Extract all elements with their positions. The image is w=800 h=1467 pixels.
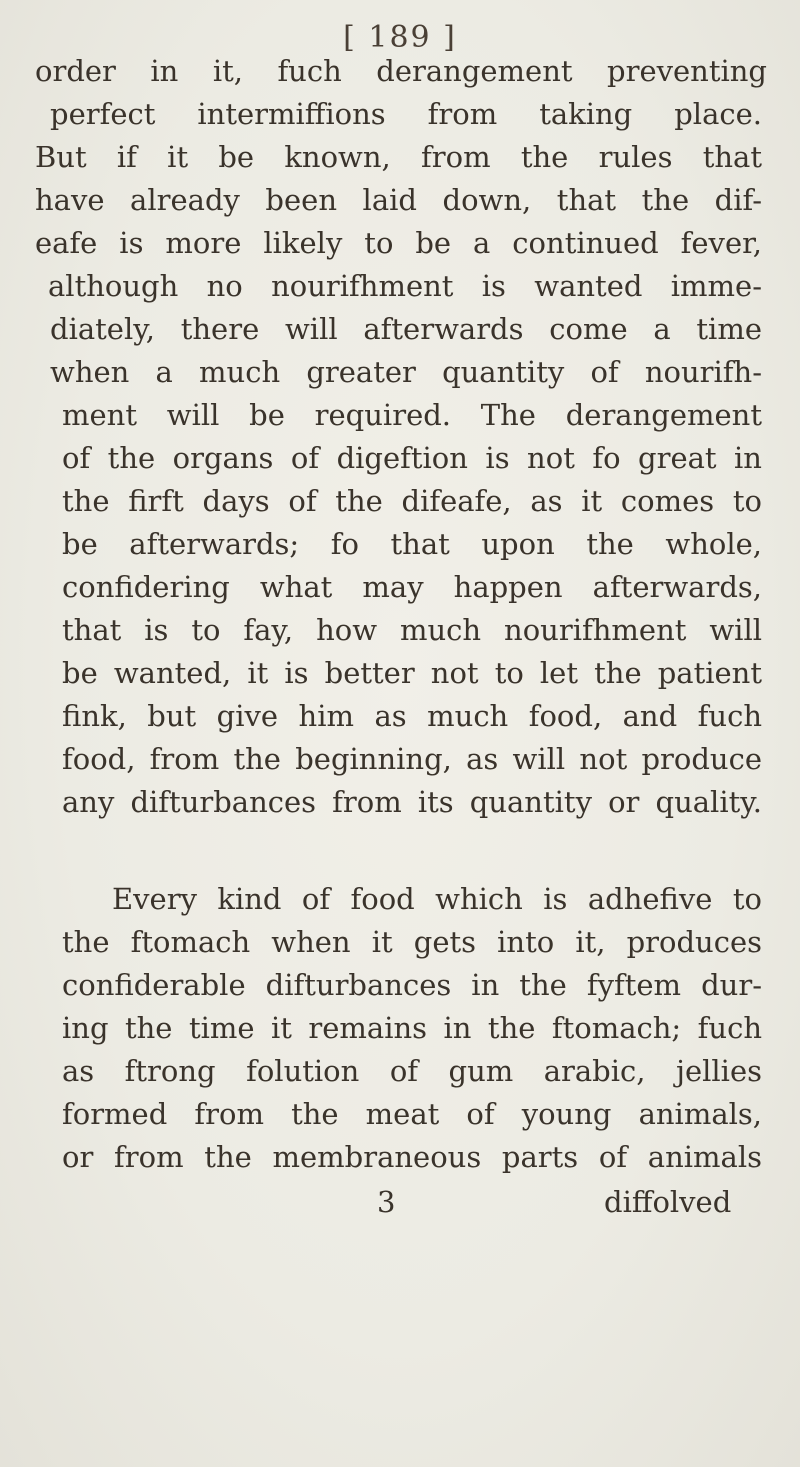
- text-line: the ftomach when it gets into it, produces: [62, 925, 762, 959]
- catchword: diffolved: [604, 1185, 732, 1219]
- text-line: eafe is more likely to be a continued fever,: [35, 226, 762, 260]
- text-line: the firft days of the difeafe, as it comes to: [62, 484, 762, 518]
- text-line: confiderable difturbances in the fyftem dur-: [62, 968, 762, 1002]
- text-line: of the organs of digeftion is not fo great in: [62, 441, 762, 475]
- text-line: But if it be known, from the rules that: [35, 140, 762, 174]
- text-line: ment will be required. The derangement: [62, 398, 762, 432]
- text-line: or from the membraneous parts of animals: [62, 1140, 762, 1174]
- text-line: diately, there will afterwards come a time: [50, 312, 762, 346]
- text-line: Every kind of food which is adhefive to: [112, 882, 762, 916]
- text-line: although no nourifhment is wanted imme-: [48, 269, 762, 303]
- text-line: perfect intermiffions from taking place.: [50, 97, 762, 131]
- text-line: formed from the meat of young animals,: [62, 1097, 762, 1131]
- text-line: ing the time it remains in the ftomach; fuch: [62, 1011, 762, 1045]
- signature-mark: 3: [377, 1185, 396, 1219]
- text-line: when a much greater quantity of nourifh-: [50, 355, 762, 389]
- text-line: that is to fay, how much nourifhment will: [62, 613, 762, 647]
- text-line: be wanted, it is better not to let the patient: [62, 656, 762, 690]
- page-footer: [0, 1185, 800, 1225]
- text-line: order in it, fuch derangement preventing: [35, 54, 767, 88]
- page-number-header: [ 189 ]: [343, 20, 457, 55]
- text-line: fink, but give him as much food, and fuch: [62, 699, 762, 733]
- text-line: food, from the beginning, as will not produce: [62, 742, 762, 776]
- text-line: as ftrong folution of gum arabic, jellies: [62, 1054, 762, 1088]
- text-line: confidering what may happen afterwards,: [62, 570, 762, 604]
- text-line: any difturbances from its quantity or quality.: [62, 785, 762, 819]
- text-line: be afterwards; fo that upon the whole,: [62, 527, 762, 561]
- text-line: have already been laid down, that the dif-: [35, 183, 762, 217]
